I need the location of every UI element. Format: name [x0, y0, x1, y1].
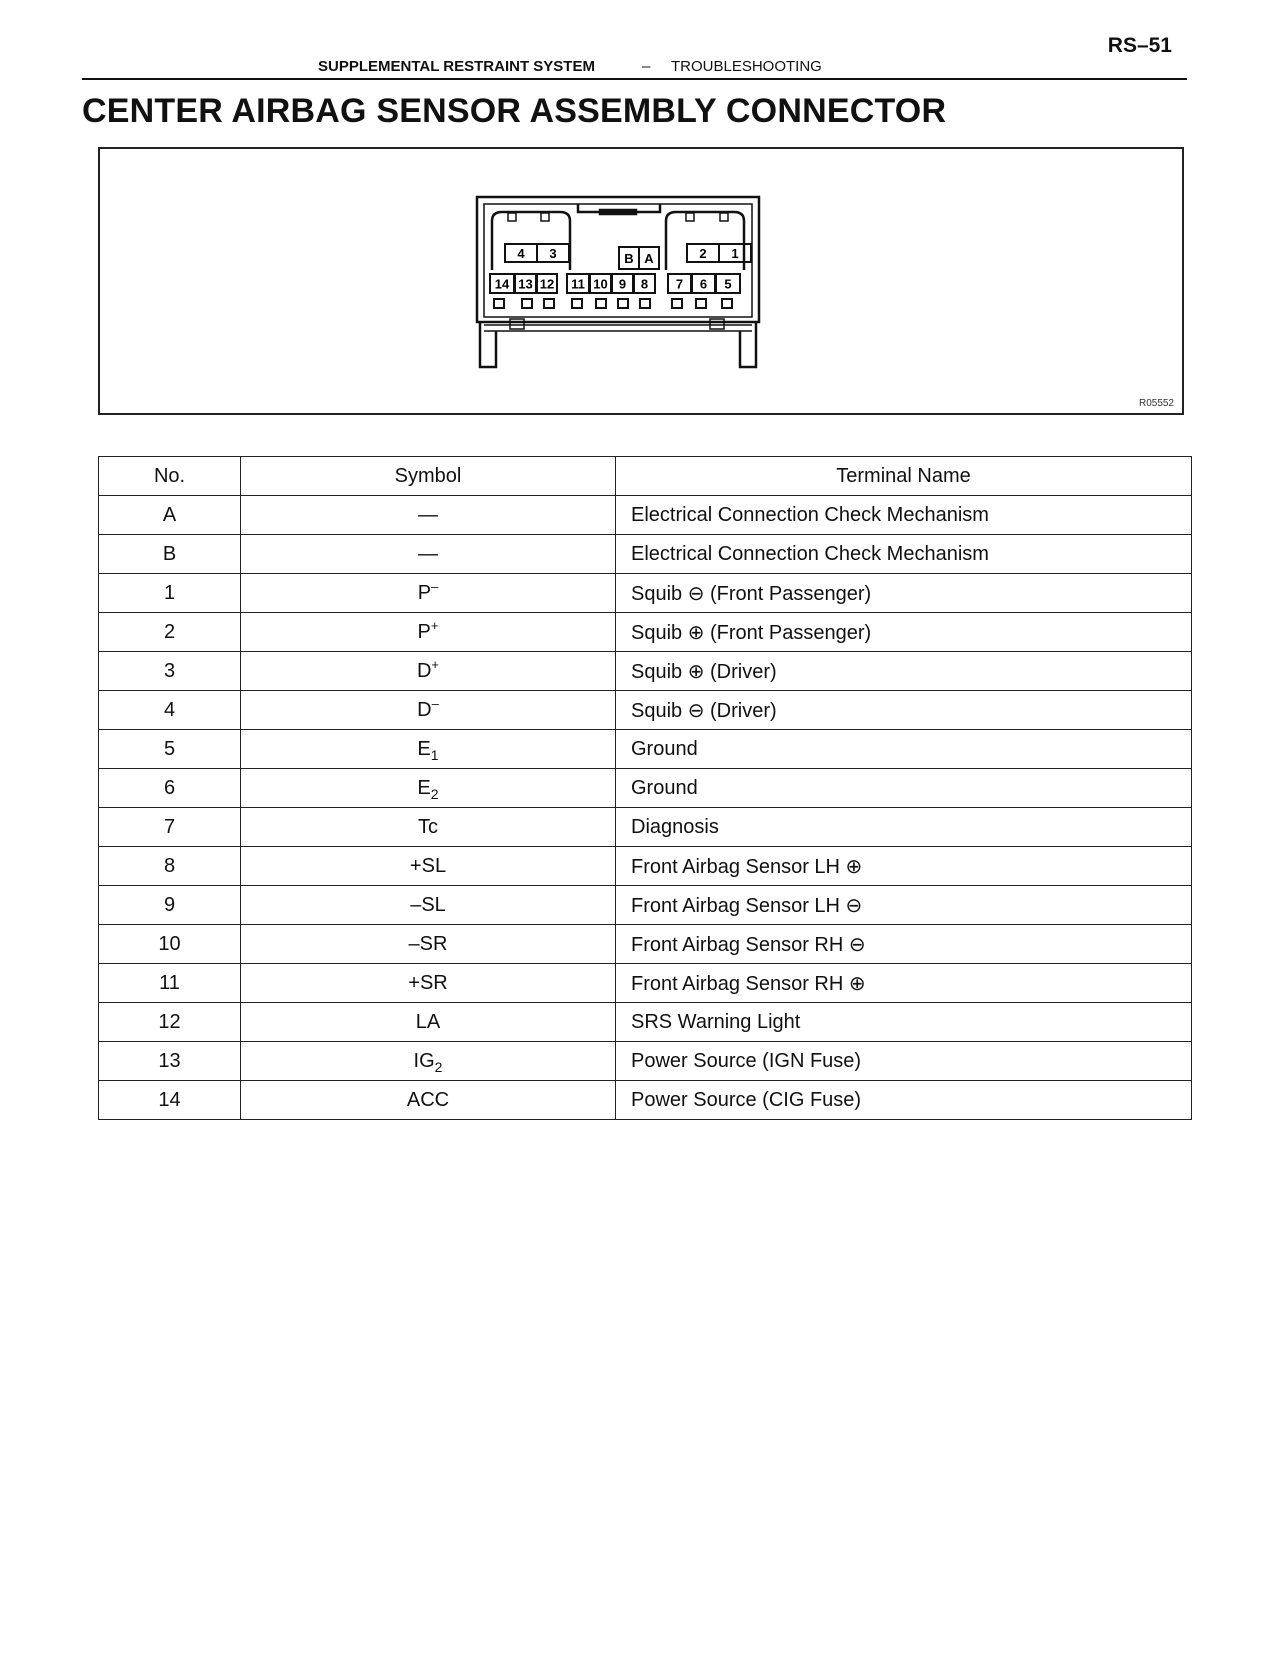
connector-figure [98, 147, 1184, 415]
terminal-hole [640, 299, 650, 308]
cell-terminal-name: Front Airbag Sensor RH ⊕ [616, 964, 1192, 1003]
table-row [99, 964, 1192, 1003]
table-row [99, 496, 1192, 535]
cell-terminal-name: Squib ⊖ (Driver) [616, 691, 1192, 730]
terminal-hole [522, 299, 532, 308]
header-section: TROUBLESHOOTING [671, 58, 822, 75]
cell-no: 10 [99, 925, 241, 964]
table-row [99, 925, 1192, 964]
cell-terminal-name: Front Airbag Sensor LH ⊖ [616, 886, 1192, 925]
terminal-hole [596, 299, 606, 308]
cell-terminal-name: Electrical Connection Check Mechanism [616, 535, 1192, 574]
cell-no: 7 [99, 808, 241, 847]
cell-terminal-name: Diagnosis [616, 808, 1192, 847]
connector-leg-left [480, 322, 496, 367]
cell-no: 4 [99, 691, 241, 730]
table-row [99, 769, 1192, 808]
header-symbol: Symbol [241, 457, 616, 496]
cell-terminal-name: Squib ⊕ (Front Passenger) [616, 613, 1192, 652]
cell-no: 1 [99, 574, 241, 613]
cell-terminal-name: Power Source (IGN Fuse) [616, 1042, 1192, 1081]
cell-symbol: D+ [241, 652, 616, 691]
cell-symbol: — [241, 496, 616, 535]
table-row [99, 886, 1192, 925]
cell-no: 2 [99, 613, 241, 652]
terminal-label: 7 [675, 276, 684, 292]
page-title: CENTER AIRBAG SENSOR ASSEMBLY CONNECTOR [82, 92, 947, 130]
cell-symbol: +SL [241, 847, 616, 886]
cell-terminal-name: Front Airbag Sensor RH ⊖ [616, 925, 1192, 964]
cell-no: 9 [99, 886, 241, 925]
terminal-hole [618, 299, 628, 308]
cell-terminal-name: Squib ⊖ (Front Passenger) [616, 574, 1192, 613]
cell-symbol: –SR [241, 925, 616, 964]
page-number: RS–51 [1107, 34, 1172, 57]
cell-terminal-name: Ground [616, 730, 1192, 769]
cell-no: 8 [99, 847, 241, 886]
terminal-hole [572, 299, 582, 308]
terminal-table [98, 456, 1192, 1120]
connector-diagram [100, 149, 1182, 413]
terminal-label: 9 [618, 276, 627, 292]
cell-symbol: LA [241, 1003, 616, 1042]
cell-terminal-name: SRS Warning Light [616, 1003, 1192, 1042]
cell-symbol: D– [241, 691, 616, 730]
table-row [99, 691, 1192, 730]
cell-no: B [99, 535, 241, 574]
cell-symbol: ACC [241, 1081, 616, 1120]
terminal-label: 5 [724, 276, 732, 292]
table-row [99, 1042, 1192, 1081]
terminal-hole [494, 299, 504, 308]
cell-symbol: –SL [241, 886, 616, 925]
terminal-label: A [644, 251, 654, 266]
terminal-label: B [624, 251, 634, 266]
cell-no: 12 [99, 1003, 241, 1042]
table-row [99, 574, 1192, 613]
table-row [99, 652, 1192, 691]
terminal-label: 3 [549, 246, 557, 261]
cell-no: 6 [99, 769, 241, 808]
table-header-row [99, 457, 1192, 496]
terminal-label: 4 [517, 246, 525, 261]
cell-terminal-name: Power Source (CIG Fuse) [616, 1081, 1192, 1120]
table-row [99, 730, 1192, 769]
terminal-label: 1 [731, 246, 739, 261]
cell-symbol: $IG_2$ [241, 1042, 616, 1081]
cell-no: A [99, 496, 241, 535]
cell-symbol: — [241, 535, 616, 574]
terminal-label: 2 [699, 246, 707, 261]
table-row [99, 1081, 1192, 1120]
connector-leg-right [740, 322, 756, 367]
terminal-label: 14 [494, 276, 510, 292]
cell-terminal-name: Front Airbag Sensor LH ⊕ [616, 847, 1192, 886]
cell-terminal-name: Ground [616, 769, 1192, 808]
cell-terminal-name: Electrical Connection Check Mechanism [616, 496, 1192, 535]
header-system: SUPPLEMENTAL RESTRAINT SYSTEM [318, 58, 595, 75]
header-no: No. [99, 457, 241, 496]
cell-no: 3 [99, 652, 241, 691]
terminal-hole [696, 299, 706, 308]
table-row [99, 847, 1192, 886]
table-row [99, 613, 1192, 652]
terminal-label: 11 [571, 276, 585, 292]
cell-symbol: $E_2$ [241, 769, 616, 808]
cell-no: 5 [99, 730, 241, 769]
terminal-label: 10 [593, 276, 608, 292]
terminal-label: 12 [539, 276, 555, 292]
cell-symbol: P– [241, 574, 616, 613]
cell-no: 14 [99, 1081, 241, 1120]
header-terminal-name: Terminal Name [616, 457, 1192, 496]
terminal-label: 6 [699, 276, 708, 292]
cell-symbol: Tc [241, 808, 616, 847]
cell-symbol: +SR [241, 964, 616, 1003]
table-row [99, 535, 1192, 574]
header-separator: – [642, 58, 651, 75]
terminal-label: 13 [518, 276, 533, 292]
cell-no: 11 [99, 964, 241, 1003]
table-row [99, 808, 1192, 847]
terminal-hole [544, 299, 554, 308]
table-row [99, 1003, 1192, 1042]
terminal-label: 8 [640, 276, 649, 292]
cell-symbol: P+ [241, 613, 616, 652]
terminal-hole [672, 299, 682, 308]
cell-terminal-name: Squib ⊕ (Driver) [616, 652, 1192, 691]
cell-symbol: $E_1$ [241, 730, 616, 769]
figure-code: R05552 [1138, 398, 1174, 409]
cell-no: 13 [99, 1042, 241, 1081]
header-rule [82, 78, 1187, 80]
terminal-hole [722, 299, 732, 308]
